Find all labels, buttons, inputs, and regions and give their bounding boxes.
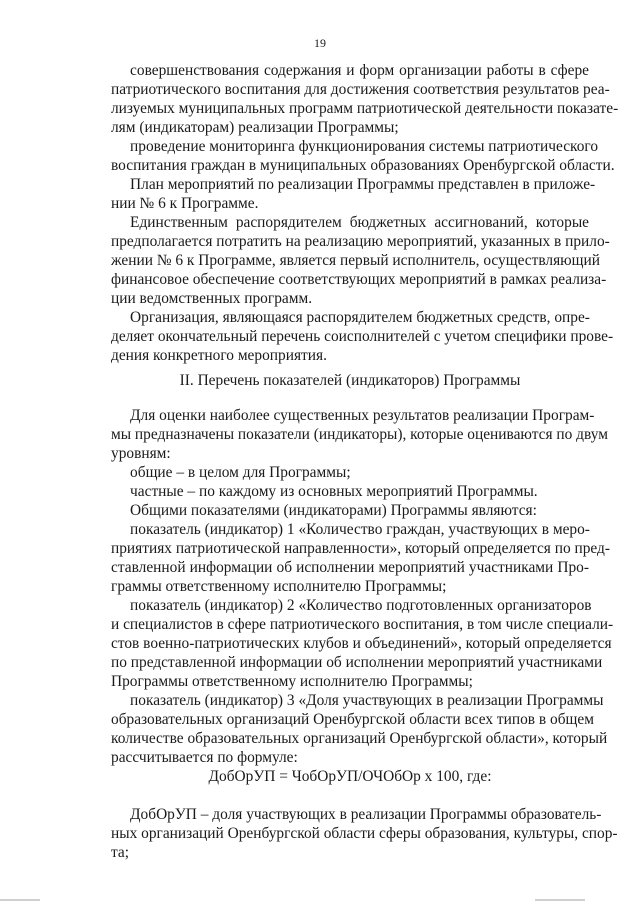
text-line: нии № 6 к Программе. <box>111 195 259 212</box>
text-line: граммы ответственному исполнителю Программы; <box>111 578 447 595</box>
text-line: Для оценки наиболее существенных результатов реализации Програм- <box>130 407 595 424</box>
text-line: показатель (индикатор) 3 «Доля участвующих в реализации Программы <box>130 692 604 709</box>
text-line: ставленной информации об исполнении мероприятий участниками Про- <box>111 559 589 576</box>
text-line: стов военно-патриотических клубов и объединений», который определяется <box>111 635 612 652</box>
page-number: 19 <box>314 36 326 50</box>
text-line: по представленной информации об исполнении мероприятий участниками <box>111 654 603 671</box>
section-heading: II. Перечень показателей (индикаторов) Программы <box>179 372 521 389</box>
text-line: патриотического воспитания для достижения соответствия результатов реа- <box>111 81 610 98</box>
text-line: План мероприятий по реализации Программы представлен в приложе- <box>130 176 596 193</box>
text-line: Общими показателями (индикаторами) Программы являются: <box>130 502 537 519</box>
scan-edge-mark <box>535 899 585 901</box>
text-line: Программы ответственному исполнителю Программы; <box>111 673 473 690</box>
text-line: и специалистов в сфере патриотического воспитания, в том числе специали- <box>111 616 614 633</box>
text-line: та; <box>111 844 130 861</box>
text-line: уровням: <box>111 445 171 462</box>
text-line: воспитания граждан в муниципальных образованиях Оренбургской области. <box>111 157 615 174</box>
text-line: дения конкретного мероприятия. <box>111 347 327 364</box>
text-line: предполагается потратить на реализацию мероприятий, указанных в прило- <box>111 233 610 250</box>
text-line: жении № 6 к Программе, является первый исполнитель, осуществляющий <box>111 252 600 269</box>
text-line: лизуемых муниципальных программ патриотической деятельности показате- <box>111 100 619 117</box>
text-line: количестве образовательных организаций Оренбургской области», который <box>111 730 608 747</box>
text-line: мы предназначены показатели (индикаторы), которые оцениваются по двум <box>111 426 608 443</box>
text-line: финансовое обеспечение соответствующих мероприятий в рамках реализа- <box>111 271 607 288</box>
scan-edge-mark <box>0 899 40 901</box>
text-line: проведение мониторинга функционирования системы патриотического <box>130 138 599 155</box>
text-line: совершенствования содержания и форм организации работы в сфере <box>130 62 589 79</box>
text-line: общие – в целом для Программы; <box>130 464 351 481</box>
text-line: лям (индикаторам) реализации Программы; <box>111 119 399 136</box>
text-line: деляет окончательный перечень соисполнителей с учетом специфики прове- <box>111 328 614 345</box>
text-line: ных организаций Оренбургской области сферы образования, культуры, спор- <box>111 825 618 842</box>
text-line: ции ведомственных программ. <box>111 290 313 307</box>
text-line: Организация, являющаяся распорядителем бюджетных средств, опре- <box>130 309 590 326</box>
text-line: показатель (индикатор) 2 «Количество подготовленных организаторов <box>130 597 592 614</box>
text-line: приятиях патриотической направленности», который определяется по пред- <box>111 540 610 557</box>
text-line: ДобОрУП – доля участвующих в реализации Программы образователь- <box>130 806 602 823</box>
formula: ДобОрУП = ЧобОрУП/ОЧОбОр х 100, где: <box>208 768 492 785</box>
text-line: частные – по каждому из основных мероприятий Программы. <box>130 483 538 500</box>
text-line: рассчитывается по формуле: <box>111 749 298 766</box>
text-line: образовательных организаций Оренбургской области всех типов в общем <box>111 711 594 728</box>
text-line: Единственным распорядителем бюджетных ассигнований, которые <box>130 214 589 231</box>
text-line: показатель (индикатор) 1 «Количество граждан, участвующих в меро- <box>130 521 590 538</box>
